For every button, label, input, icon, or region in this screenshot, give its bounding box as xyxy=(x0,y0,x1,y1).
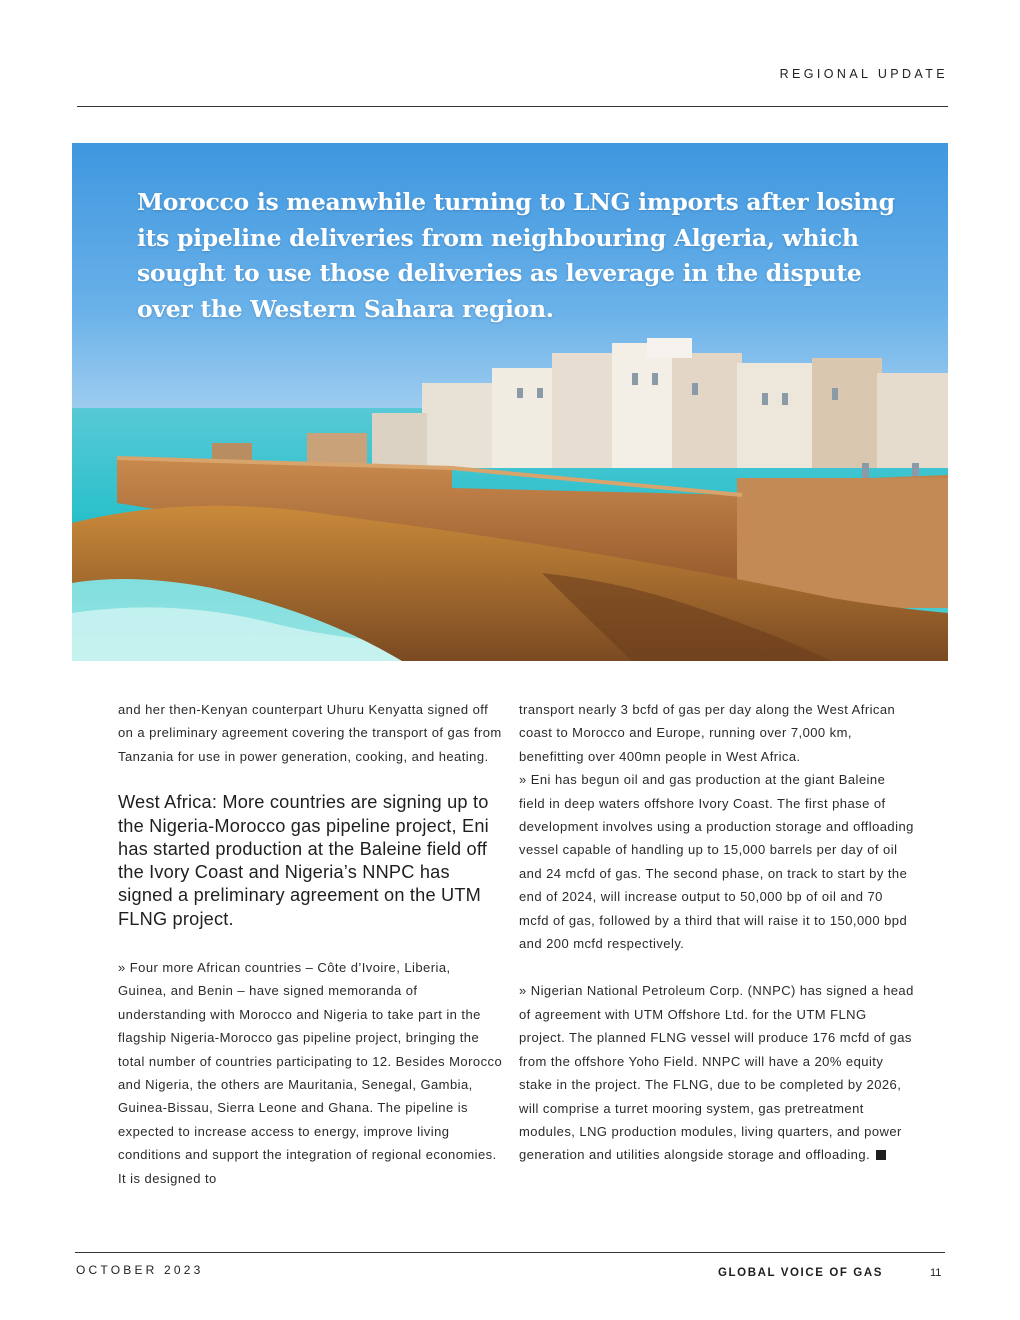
footer-date: OCTOBER 2023 xyxy=(76,1263,204,1277)
left-column xyxy=(118,698,503,1190)
page-number: 11 xyxy=(930,1267,942,1279)
bottom-divider xyxy=(75,1252,945,1253)
footer-publication: GLOBAL VOICE OF GAS xyxy=(718,1267,884,1279)
pipeline-paragraph: » Four more African countries – Côte d’Ivoire, Liberia, Guinea, and Benin – have signed memoranda of understanding with Morocco and Nigeria to take part in the flagship Nigeria-Morocco gas pipeline project, bringing the total number of countries participating to 12. Besides Morocco and Nigeria, the others are Mauritania, Senegal, Gambia, Guinea-Bissau, Sierra Leone and Ghana. The pipeline is expected to increase access to energy, improve living conditions and support the integration of regional economies. It is designed to xyxy=(118,960,503,1186)
section-label: REGIONAL UPDATE xyxy=(779,67,948,81)
end-of-article-icon xyxy=(876,1150,886,1160)
intro-paragraph: and her then-Kenyan counterpart Uhuru Kenyatta signed off on a preliminary agreement covering the transport of gas from Tanzania for use in power generation, cooking, and heating. xyxy=(118,702,502,764)
nnpc-paragraph xyxy=(519,979,914,1166)
nnpc-text: » Nigerian National Petroleum Corp. (NNPC) has signed a head of agreement with UTM Offshore Ltd. for the UTM FLNG project. The planned FLNG vessel will produce 176 mcfd of gas from the offshore Yoho Field. NNPC will have a 20% equity stake in the project. The FLNG, due to be completed by 2026, will comprise a turret mooring system, gas pretreatment modules, LNG production modules, living quarters, and power generation and utilities alongside storage and offloading. xyxy=(519,983,914,1163)
pipeline-continued-paragraph: transport nearly 3 bcfd of gas per day along the West African coast to Morocco and Europe, running over 7,000 km, benefitting over 400mn people in West Africa. xyxy=(519,702,896,764)
top-divider xyxy=(77,106,948,107)
hero-image xyxy=(72,143,948,661)
pull-quote: Morocco is meanwhile turning to LNG imports after losing its pipeline deliveries from neighbouring Algeria, which sought to use those deliveries as leverage in the dispute over the Western Sahara region. xyxy=(137,188,895,323)
right-column xyxy=(519,698,914,1167)
section-subhead: West Africa: More countries are signing up to the Nigeria-Morocco gas pipeline project, Eni has started production at the Baleine field off the Ivory Coast and Nigeria’s NNPC has signed a preliminary agreement on the UTM FLNG project. xyxy=(118,792,489,929)
eni-paragraph: » Eni has begun oil and gas production at the giant Baleine field in deep waters offshore Ivory Coast. The first phase of development involves using a production storage and offloading vessel capable of handling up to 15,000 barrels per day of oil and 24 mcfd of gas. The second phase, on track to start by the end of 2024, will increase output to 50,000 bp of oil and 70 mcfd of gas, followed by a third that will raise it to 150,000 bpd and 200 mcfd respectively. xyxy=(519,772,914,952)
